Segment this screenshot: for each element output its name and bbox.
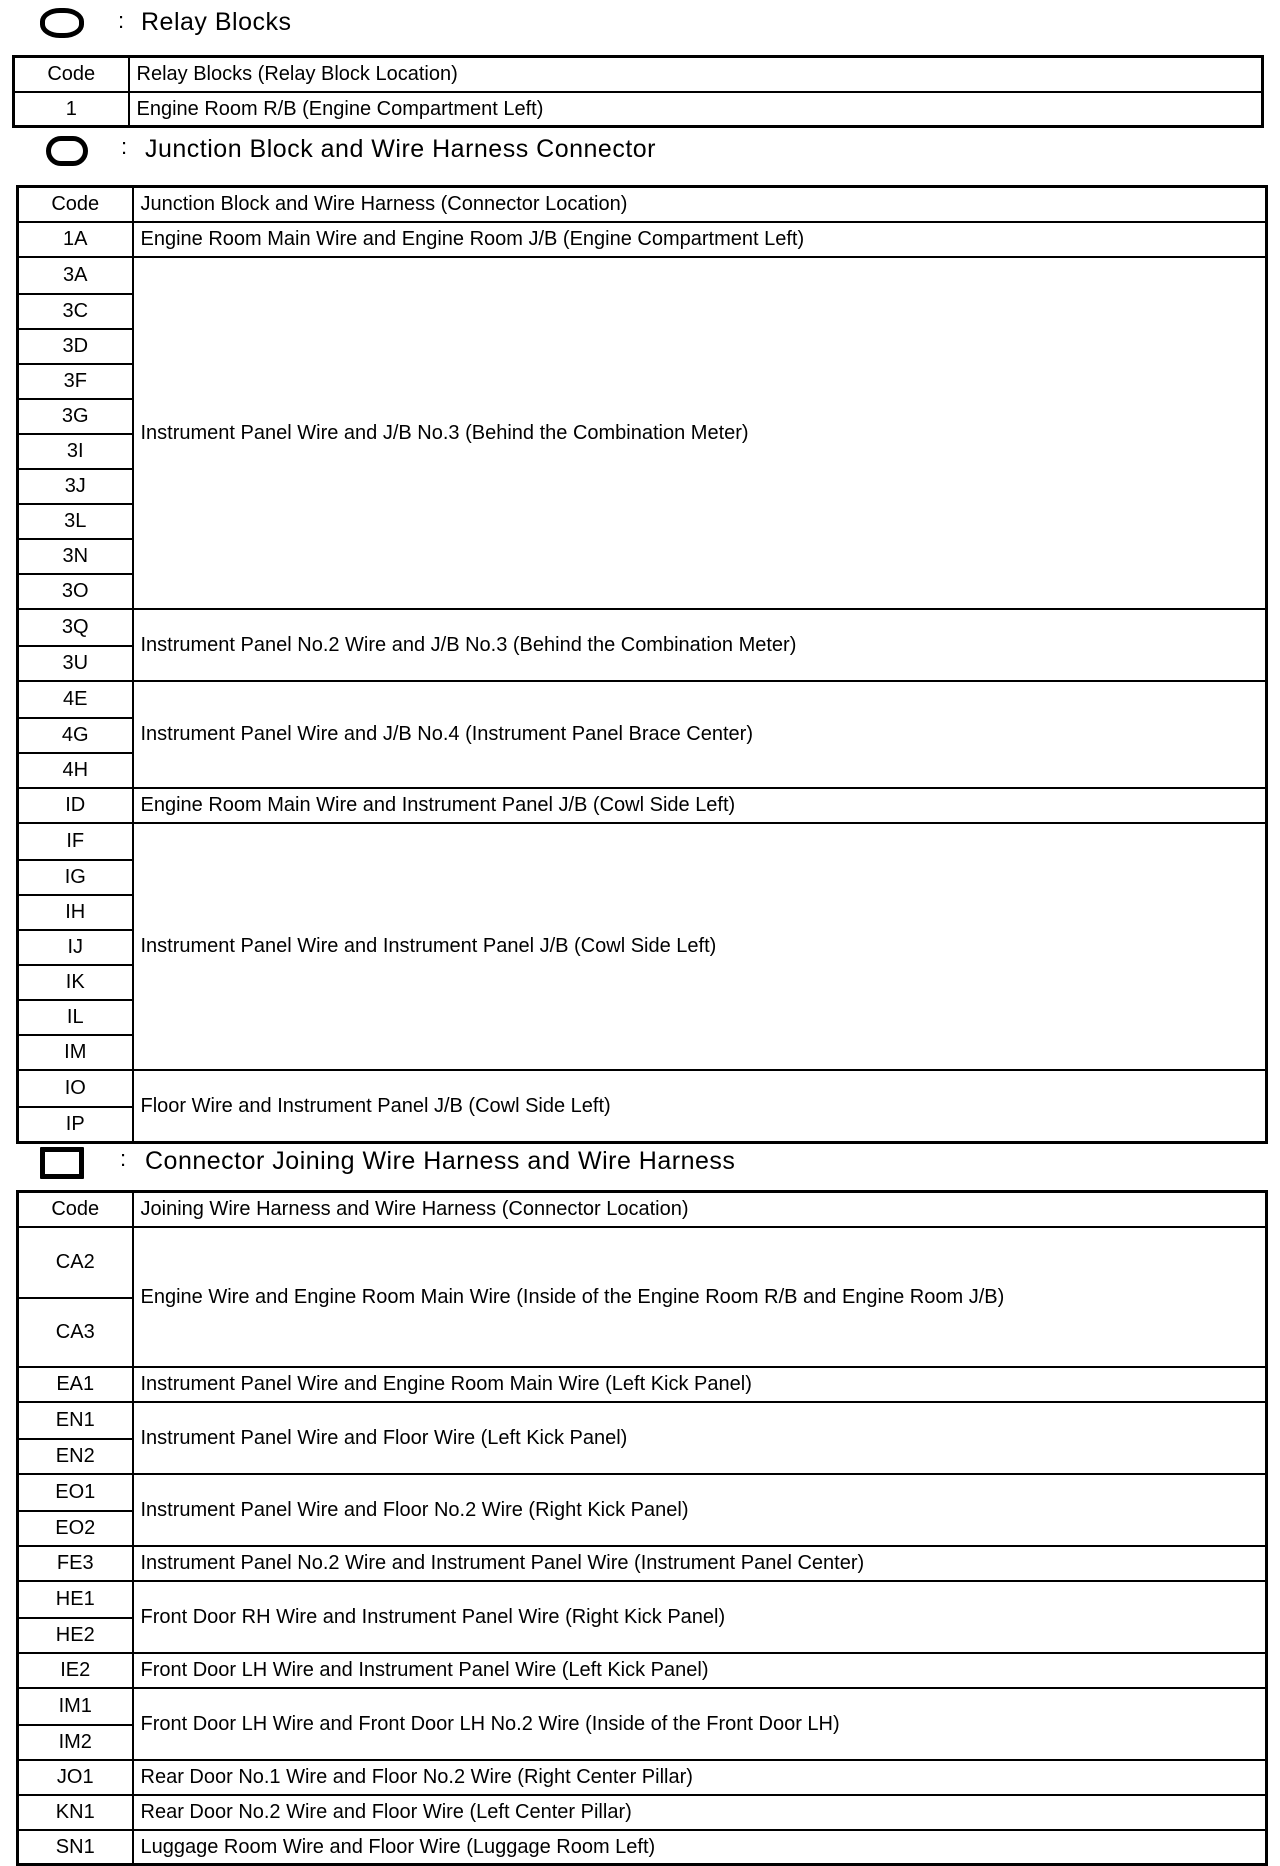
code-value: 4E: [63, 688, 88, 710]
relay-blocks-table: [12, 55, 1264, 128]
code-value: IM2: [19, 1724, 132, 1759]
code-cell: [18, 1070, 133, 1143]
joining-section-colon: :: [120, 1146, 127, 1171]
code-value: EN2: [19, 1438, 132, 1473]
table-row: [18, 1546, 1267, 1581]
code-value: CA3: [19, 1297, 132, 1366]
code-cell: [18, 823, 133, 1070]
junction-block-symbol: [46, 136, 88, 166]
description-cell: Front Door LH Wire and Front Door LH No.2 Wire (Inside of the Front Door LH): [133, 1688, 1267, 1760]
code-value: 3G: [19, 398, 132, 433]
code-cell: [18, 1688, 133, 1760]
code-value: IF: [66, 830, 85, 852]
header-description: Relay Blocks (Relay Block Location): [129, 57, 1263, 92]
table-row: [18, 1070, 1267, 1143]
table-row: [18, 1688, 1267, 1760]
description-cell: Instrument Panel Wire and Floor No.2 Wire (Right Kick Panel): [133, 1474, 1267, 1546]
joining-section-title: Connector Joining Wire Harness and Wire Harness: [145, 1147, 736, 1175]
code-value: IP: [19, 1106, 132, 1141]
table-row: [18, 681, 1267, 788]
description-cell: Front Door RH Wire and Instrument Panel Wire (Right Kick Panel): [133, 1581, 1267, 1653]
table-row: [18, 1760, 1267, 1795]
description-cell: Rear Door No.2 Wire and Floor Wire (Left Center Pillar): [133, 1795, 1267, 1830]
code-cell: KN1: [18, 1795, 133, 1830]
table-row: [18, 1474, 1267, 1546]
code-value: IK: [19, 964, 132, 999]
description-cell: Engine Room Main Wire and Instrument Panel J/B (Cowl Side Left): [133, 788, 1267, 823]
code-cell: SN1: [18, 1830, 133, 1865]
code-cell: ID: [18, 788, 133, 823]
code-cell: JO1: [18, 1760, 133, 1795]
description-cell: Engine Room R/B (Engine Compartment Left): [129, 92, 1263, 127]
code-value: EO1: [55, 1481, 96, 1503]
code-cell: 1A: [18, 222, 133, 257]
description-cell: Instrument Panel No.2 Wire and J/B No.3 (Behind the Combination Meter): [133, 609, 1267, 681]
description-cell: Instrument Panel Wire and Floor Wire (Left Kick Panel): [133, 1402, 1267, 1474]
junction-section-colon: :: [121, 134, 128, 159]
code-cell: [18, 1474, 133, 1546]
code-value: CA2: [55, 1251, 95, 1273]
table-row: [18, 1402, 1267, 1474]
description-cell: Instrument Panel No.2 Wire and Instrument Panel Wire (Instrument Panel Center): [133, 1546, 1267, 1581]
code-cell: [18, 257, 133, 609]
code-cell: 1: [14, 92, 129, 127]
description-cell: Front Door LH Wire and Instrument Panel Wire (Left Kick Panel): [133, 1653, 1267, 1688]
code-cell: [18, 609, 133, 681]
table-row: [18, 1653, 1267, 1688]
code-cell: [18, 1581, 133, 1653]
description-cell: Instrument Panel Wire and J/B No.3 (Behind the Combination Meter): [133, 257, 1267, 609]
relay-block-symbol: [40, 8, 84, 38]
table-row: [14, 92, 1263, 127]
header-description: Joining Wire Harness and Wire Harness (Connector Location): [133, 1192, 1267, 1227]
description-cell: Floor Wire and Instrument Panel J/B (Cowl Side Left): [133, 1070, 1267, 1143]
joining-connector-symbol: [40, 1147, 84, 1179]
code-value: 3C: [19, 293, 132, 328]
code-cell: IE2: [18, 1653, 133, 1688]
code-value: 4H: [19, 752, 132, 787]
code-cell: [18, 681, 133, 788]
code-cell: [18, 1402, 133, 1474]
code-value: 4G: [19, 717, 132, 752]
header-description: Junction Block and Wire Harness (Connector Location): [133, 187, 1267, 222]
table-row: [18, 1795, 1267, 1830]
junction-section-title: Junction Block and Wire Harness Connector: [145, 135, 657, 163]
code-value: 3U: [19, 645, 132, 680]
code-value: 3Q: [61, 616, 89, 638]
code-value: 3I: [19, 433, 132, 468]
code-value: 3L: [19, 503, 132, 538]
description-cell: Engine Wire and Engine Room Main Wire (Inside of the Engine Room R/B and Engine Room J/B): [133, 1227, 1267, 1367]
table-row: [18, 1367, 1267, 1402]
description-cell: Instrument Panel Wire and J/B No.4 (Instrument Panel Brace Center): [133, 681, 1267, 788]
code-value: IM: [19, 1034, 132, 1069]
header-code: Code: [14, 57, 129, 92]
table-header-row: [18, 187, 1267, 222]
table-row: [18, 823, 1267, 1070]
table-row: [18, 609, 1267, 681]
code-value: HE2: [19, 1617, 132, 1652]
code-value: 3F: [19, 363, 132, 398]
code-value: EO2: [19, 1510, 132, 1545]
table-row: [18, 1227, 1267, 1367]
code-value: IG: [19, 859, 132, 894]
table-header-row: [14, 57, 1263, 92]
code-value: IM1: [58, 1695, 92, 1717]
code-cell: FE3: [18, 1546, 133, 1581]
description-cell: Instrument Panel Wire and Instrument Panel J/B (Cowl Side Left): [133, 823, 1267, 1070]
table-row: [18, 788, 1267, 823]
code-value: 3J: [19, 468, 132, 503]
code-value: 3O: [19, 573, 132, 608]
code-value: 3D: [19, 328, 132, 363]
table-row: [18, 257, 1267, 609]
table-row: [18, 222, 1267, 257]
description-cell: Engine Room Main Wire and Engine Room J/B (Engine Compartment Left): [133, 222, 1267, 257]
code-value: EN1: [55, 1409, 95, 1431]
description-cell: Luggage Room Wire and Floor Wire (Luggage Room Left): [133, 1830, 1267, 1865]
joining-connector-table: [16, 1190, 1268, 1866]
code-cell: [18, 1227, 133, 1367]
code-value: IO: [64, 1077, 86, 1099]
relay-section-colon: :: [118, 8, 125, 33]
code-cell: EA1: [18, 1367, 133, 1402]
code-value: HE1: [55, 1588, 95, 1610]
header-code: Code: [18, 1192, 133, 1227]
description-cell: Instrument Panel Wire and Engine Room Main Wire (Left Kick Panel): [133, 1367, 1267, 1402]
code-value: IH: [19, 894, 132, 929]
code-value: 3A: [63, 264, 88, 286]
table-row: [18, 1830, 1267, 1865]
code-value: IL: [19, 999, 132, 1034]
table-header-row: [18, 1192, 1267, 1227]
description-cell: Rear Door No.1 Wire and Floor No.2 Wire (Right Center Pillar): [133, 1760, 1267, 1795]
table-row: [18, 1581, 1267, 1653]
header-code: Code: [18, 187, 133, 222]
relay-section-title: Relay Blocks: [141, 8, 292, 36]
code-value: 3N: [19, 538, 132, 573]
code-value: IJ: [19, 929, 132, 964]
junction-block-table: [16, 185, 1268, 1144]
